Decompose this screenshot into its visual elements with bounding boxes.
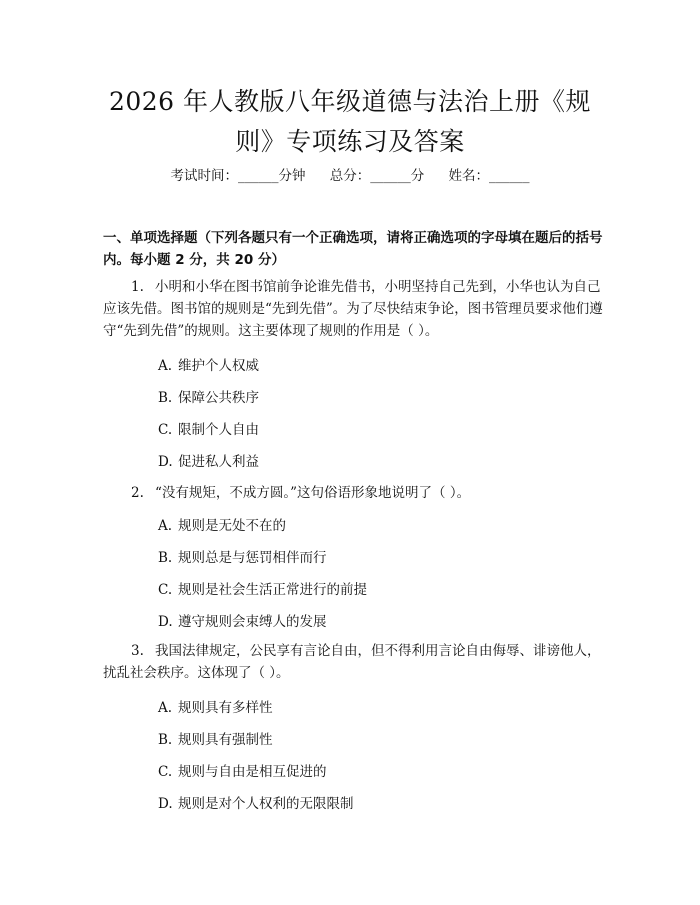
option-item	[158, 730, 273, 750]
option-letter: D.	[158, 454, 173, 470]
option-item	[158, 356, 259, 376]
option-letter: C.	[158, 582, 173, 598]
option-letter: B.	[158, 550, 173, 566]
option-item	[158, 516, 286, 536]
option-item	[158, 420, 259, 440]
option-text: 维护个人权威	[178, 358, 259, 374]
exam-name-field: 姓名：______	[448, 168, 530, 184]
option-text: 规则总是与惩罚相伴而行	[178, 550, 327, 566]
option-letter: A.	[158, 358, 173, 374]
option-item	[158, 612, 327, 632]
exam-info-line	[0, 166, 700, 186]
option-letter: D.	[158, 614, 173, 630]
option-item	[158, 580, 367, 600]
option-letter: D.	[158, 796, 173, 812]
option-item	[158, 698, 273, 718]
document-title: 2026 年人教版八年级道德与法治上册《规则》专项练习及答案	[108, 87, 592, 156]
question-text: 我国法律规定，公民享有言论自由，但不得利用言论自由侮辱、诽谤他人，扰乱社会秩序。这体现了（ ）。	[103, 643, 601, 681]
option-item	[158, 388, 259, 408]
question-text: “没有规矩，不成方圆。”这句俗语形象地说明了（ ）。	[155, 485, 471, 501]
option-item	[158, 452, 259, 472]
option-text: 规则与自由是相互促进的	[178, 764, 327, 780]
option-letter: C.	[158, 764, 173, 780]
exam-time-field: 考试时间：______分钟	[170, 168, 306, 184]
question-number: 1.	[131, 279, 144, 295]
option-text: 促进私人利益	[178, 454, 259, 470]
option-item	[158, 794, 354, 814]
option-letter: B.	[158, 390, 173, 406]
option-item	[158, 548, 327, 568]
option-text: 保障公共秩序	[178, 390, 259, 406]
option-text: 遵守规则会束缚人的发展	[178, 614, 327, 630]
option-item	[158, 762, 327, 782]
question-2	[103, 482, 603, 504]
question-number: 3.	[131, 643, 144, 659]
question-text: 小明和小华在图书馆前争论谁先借书，小明坚持自己先到，小华也认为自己应该先借。图书馆的规则是“先到先借”。为了尽快结束争论，图书管理员要求他们遵守“先到先借”的规则。这主要体现了规则的作用是（ ）。	[103, 279, 603, 339]
option-text: 限制个人自由	[178, 422, 259, 438]
exam-score-field: 总分：______分	[329, 168, 425, 184]
option-text: 规则是对个人权利的无限限制	[178, 796, 354, 812]
option-letter: B.	[158, 732, 173, 748]
question-1	[103, 276, 603, 342]
option-text: 规则具有多样性	[178, 700, 273, 716]
option-text: 规则具有强制性	[178, 732, 273, 748]
section-heading: 一、单项选择题（下列各题只有一个正确选项，请将正确选项的字母填在题后的括号内。每小题 2 分，共 20 分）	[103, 230, 603, 268]
option-letter: A.	[158, 700, 173, 716]
option-text: 规则是社会生活正常进行的前提	[178, 582, 367, 598]
option-letter: A.	[158, 518, 173, 534]
option-text: 规则是无处不在的	[178, 518, 286, 534]
question-number: 2.	[131, 485, 144, 501]
question-3	[103, 640, 603, 684]
option-letter: C.	[158, 422, 173, 438]
